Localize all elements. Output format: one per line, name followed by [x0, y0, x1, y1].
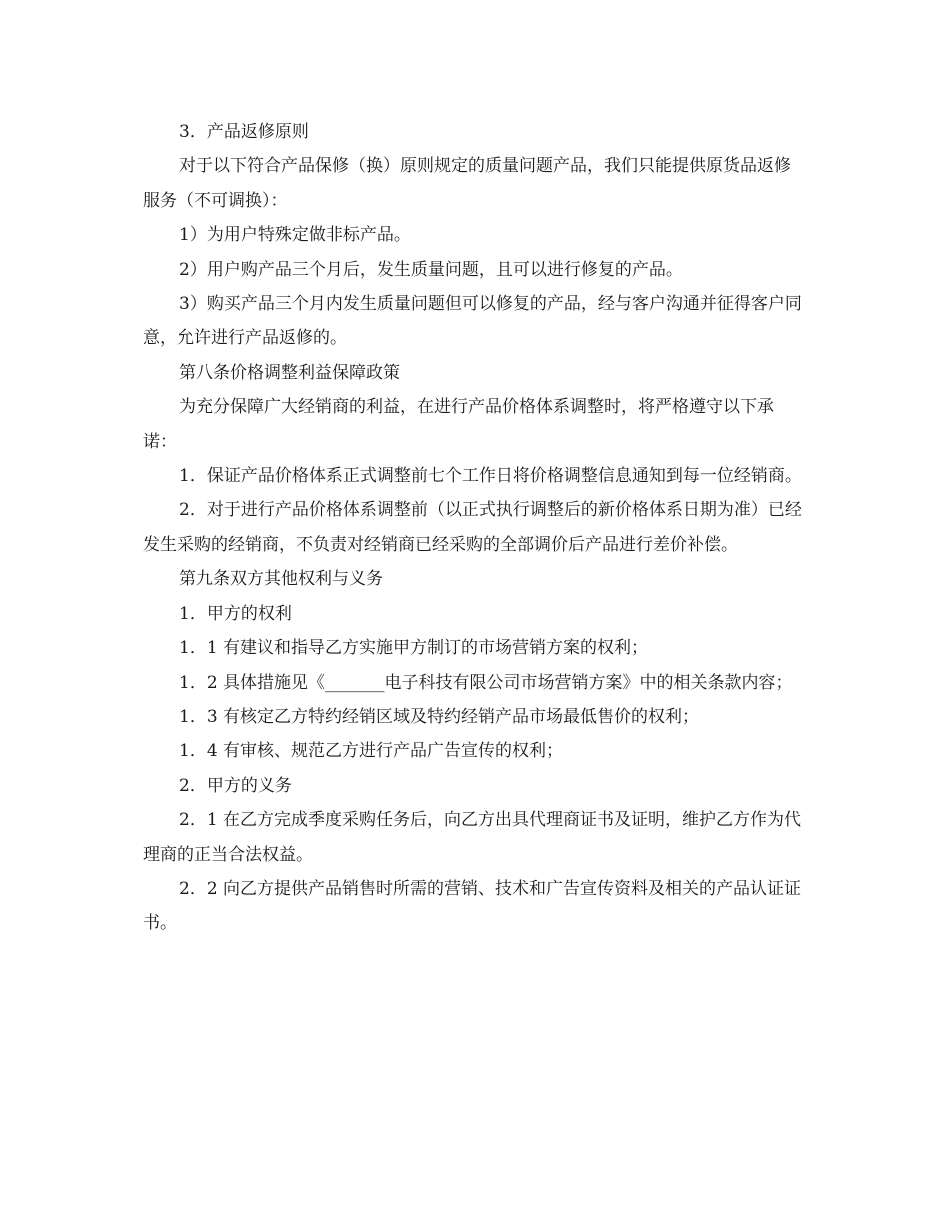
clause-2-1: 2．1 在乙方完成季度采购任务后，向乙方出具代理商证书及证明，维护乙方作为代理商的正当合法权益。: [143, 810, 802, 865]
clause-1-1: 1．1 有建议和指导乙方实施甲方制订的市场营销方案的权利；: [179, 638, 649, 659]
clause-2-2: 2．2 向乙方提供产品销售时所需的营销、技术和广告宣传资料及相关的产品认证证书。: [143, 878, 802, 934]
list-item-3: 3）购买产品三个月内发生质量问题但可以修复的产品，经与客户沟通并征得客户同意，允许进行产品返修的。: [143, 294, 802, 349]
list-item-1: 1）为用户特殊定做非标产品。: [179, 225, 411, 246]
clause-1-2: 1．2 具体措施见《_______电子科技有限公司市场营销方案》中的相关条款内容；: [179, 672, 793, 693]
subheading-party-a-rights: 1．甲方的权利: [179, 603, 292, 624]
clause-1: 1．保证产品价格体系正式调整前七个工作日将价格调整信息通知到每一位经销商。: [179, 466, 802, 487]
clause-1-4: 1．4 有审核、规范乙方进行产品广告宣传的权利；: [179, 741, 564, 762]
document-body: [143, 115, 805, 941]
paragraph-return-repair-intro: 对于以下符合产品保修（换）原则规定的质量问题产品，我们只能提供原货品返修服务（不可调换）：: [143, 156, 791, 211]
section-heading-return-repair: 3．产品返修原则: [179, 122, 309, 142]
clause-1-3: 1．3 有核定乙方特约经销区域及特约经销产品市场最低售价的权利；: [179, 706, 700, 727]
article-heading-9: 第九条双方其他权利与义务: [179, 569, 383, 590]
article-heading-8: 第八条价格调整利益保障政策: [179, 362, 400, 383]
subheading-party-a-obligations: 2．甲方的义务: [179, 775, 292, 796]
paragraph-price-commitment: 为充分保障广大经销商的利益，在进行产品价格体系调整时，将严格遵守以下承诺：: [143, 397, 774, 452]
list-item-2: 2）用户购产品三个月后，发生质量问题，且可以进行修复的产品。: [179, 259, 683, 280]
clause-2: 2．对于进行产品价格体系调整前（以正式执行调整后的新价格体系日期为准）已经发生采购的经销商，不负责对经销商已经采购的全部调价后产品进行差价补偿。: [143, 500, 802, 555]
